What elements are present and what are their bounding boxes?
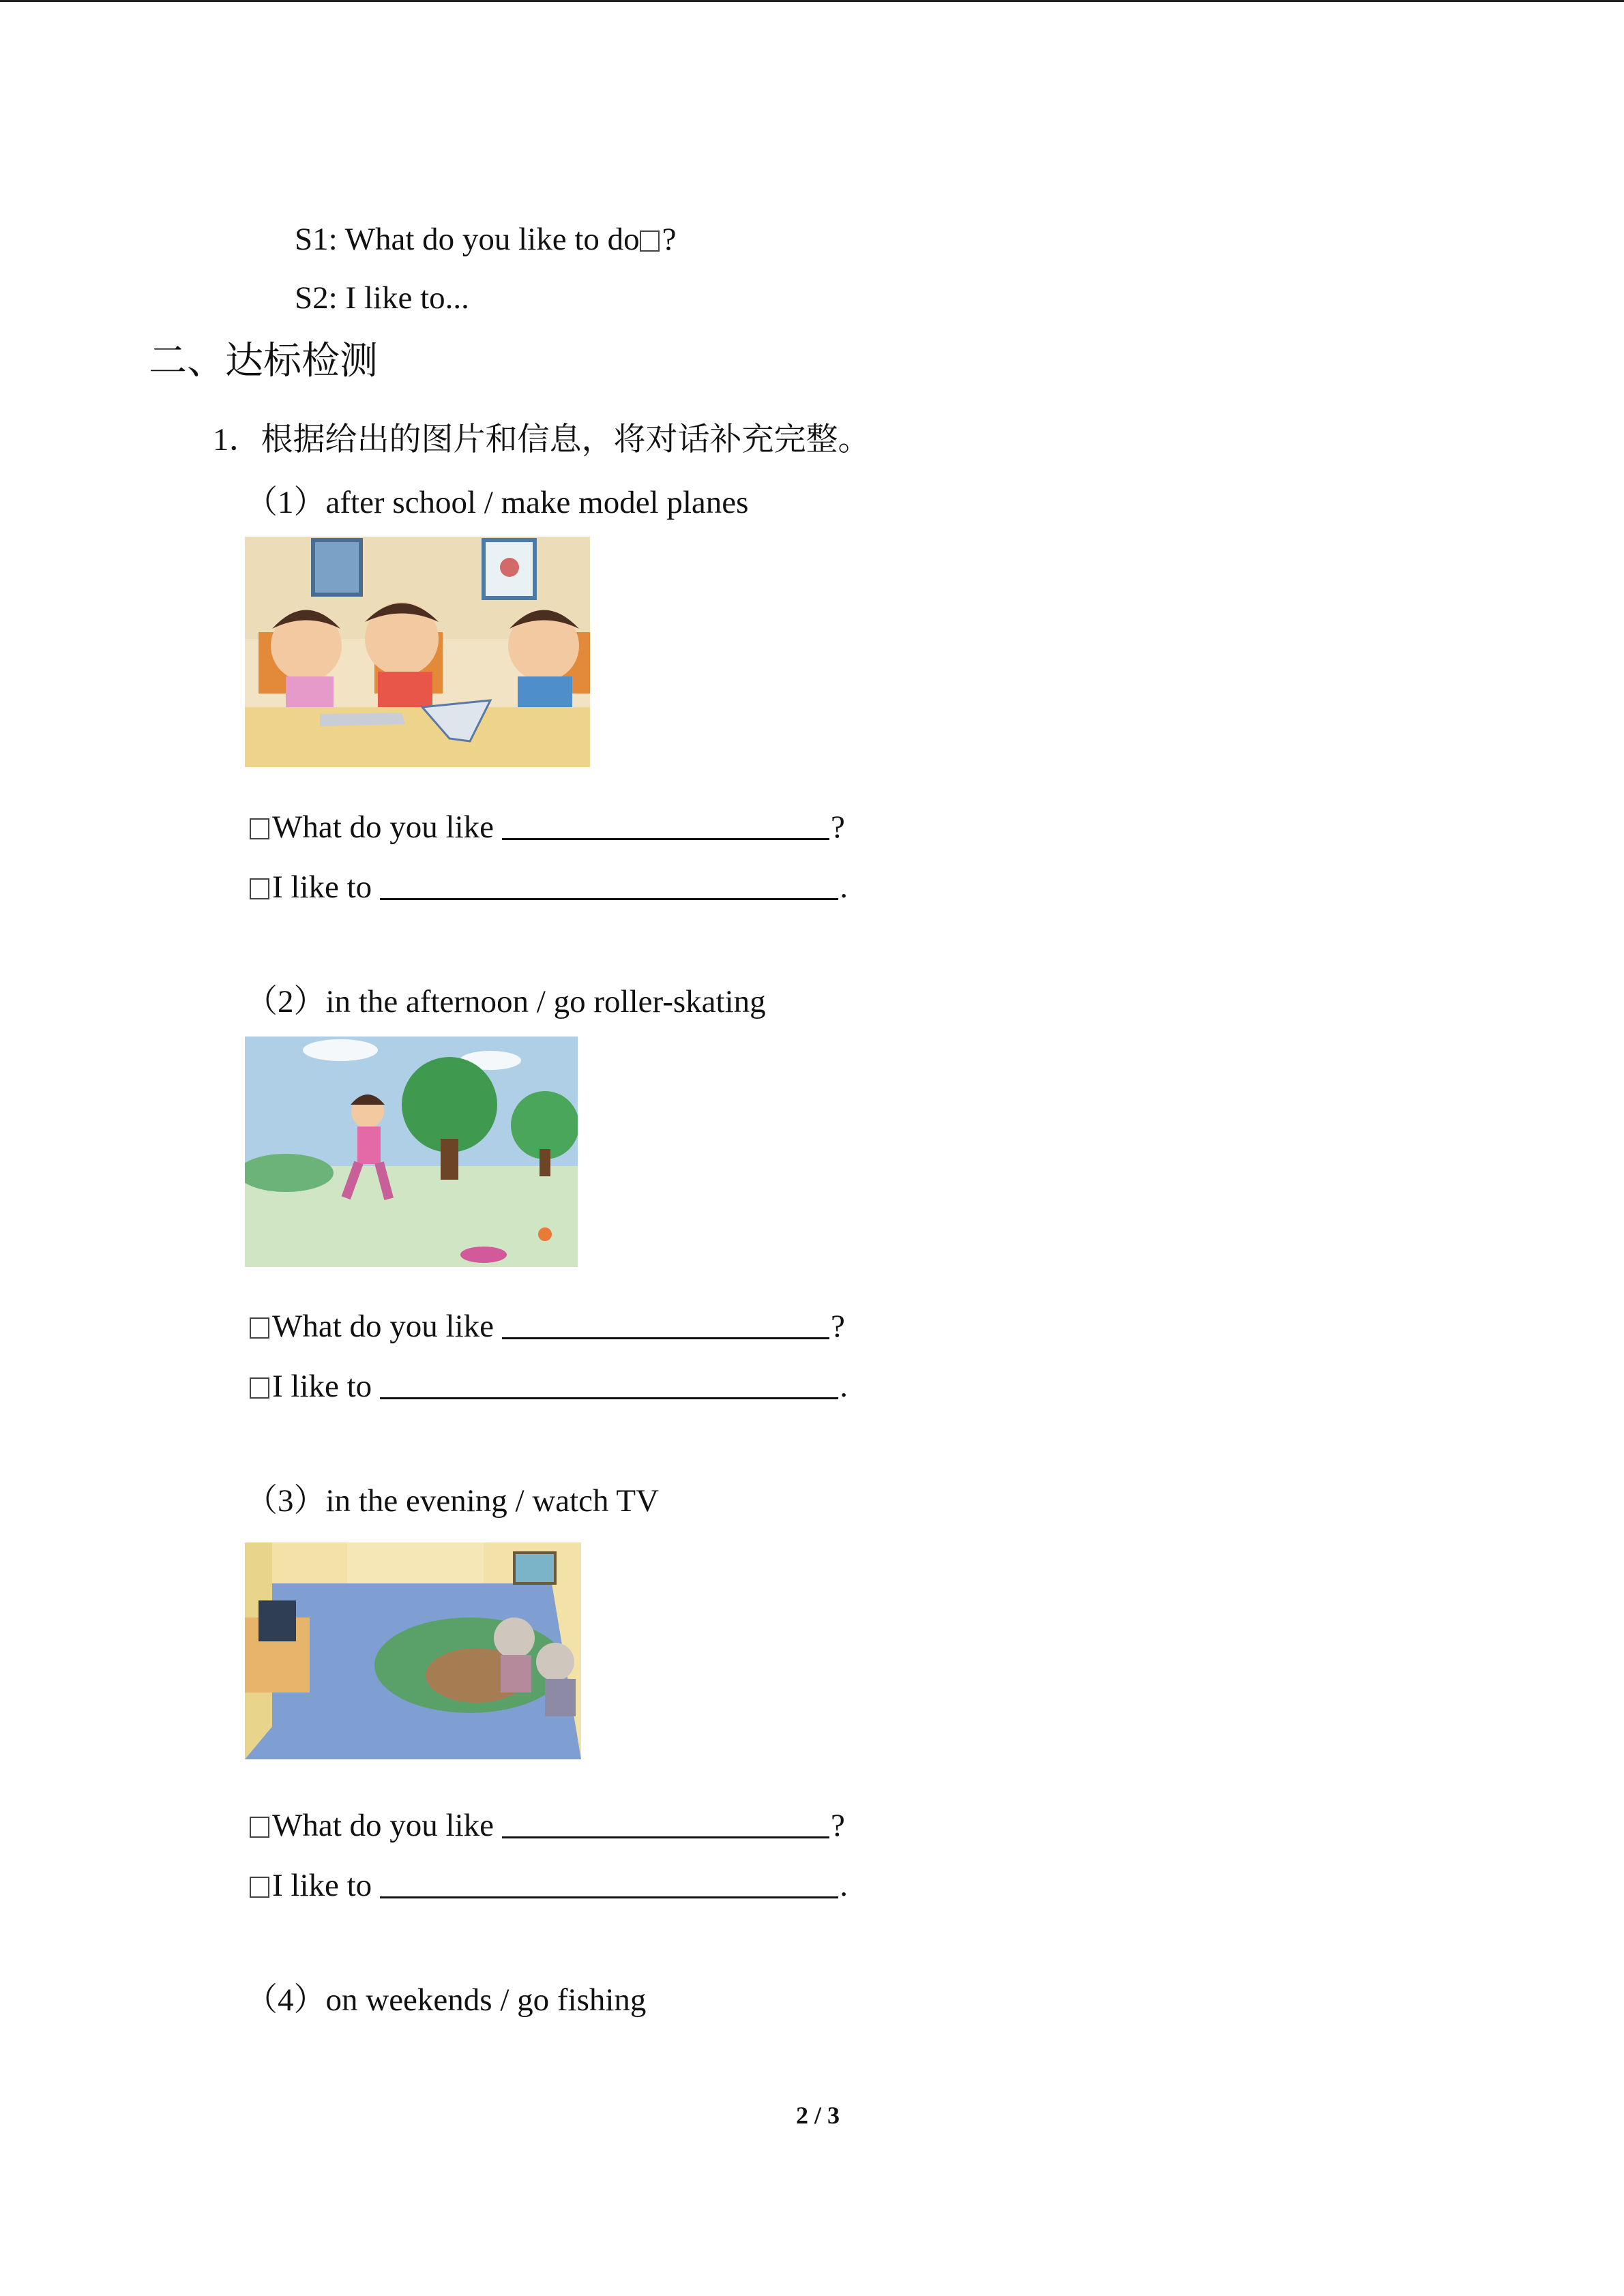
speaker-box-icon (250, 1377, 269, 1399)
speaker-box-icon (250, 818, 269, 839)
roller-skating-picture (245, 1037, 578, 1267)
item-1-question-blank[interactable] (502, 814, 829, 840)
placeholder-box-icon (640, 230, 660, 252)
watch-tv-picture (245, 1542, 581, 1759)
item-4-label: （4）on weekends / go fishing (246, 1982, 647, 2018)
item-2-label: （2）in the afternoon / go roller-skating (246, 984, 766, 1019)
item-1-label: （1）after school / make model planes (246, 485, 749, 520)
top-border (0, 0, 1624, 2)
item-3-label: （3）in the evening / watch TV (246, 1483, 660, 1519)
item-3-question-blank[interactable] (502, 1812, 829, 1838)
model-planes-picture (245, 537, 590, 767)
task-instruction: 1．根据给出的图片和信息，将对话补充完整。 (213, 422, 870, 458)
item-2-answer: I like to . (250, 1371, 848, 1403)
speaker-box-icon (250, 1877, 269, 1898)
item-1-answer-blank[interactable] (380, 874, 838, 900)
speaker-box-icon (250, 1317, 269, 1339)
section-title: 二、达标检测 (149, 340, 378, 383)
item-3-answer-blank[interactable] (380, 1872, 838, 1898)
speaker-box-icon (250, 1817, 269, 1838)
item-3-answer: I like to . (250, 1870, 848, 1902)
item-3-question: What do you like ? (250, 1810, 845, 1842)
item-2-question-blank[interactable] (502, 1313, 829, 1339)
speaker-box-icon (250, 878, 269, 899)
page-number: 2 / 3 (796, 2102, 840, 2129)
dialogue-line-s2: S2: I like to... (295, 280, 469, 316)
item-2-question: What do you like ? (250, 1311, 845, 1343)
item-1-answer: I like to . (250, 871, 848, 904)
item-2-answer-blank[interactable] (380, 1373, 838, 1399)
item-1-question: What do you like ? (250, 811, 845, 844)
dialogue-line-s1: S1: What do you like to do ? (295, 222, 677, 257)
